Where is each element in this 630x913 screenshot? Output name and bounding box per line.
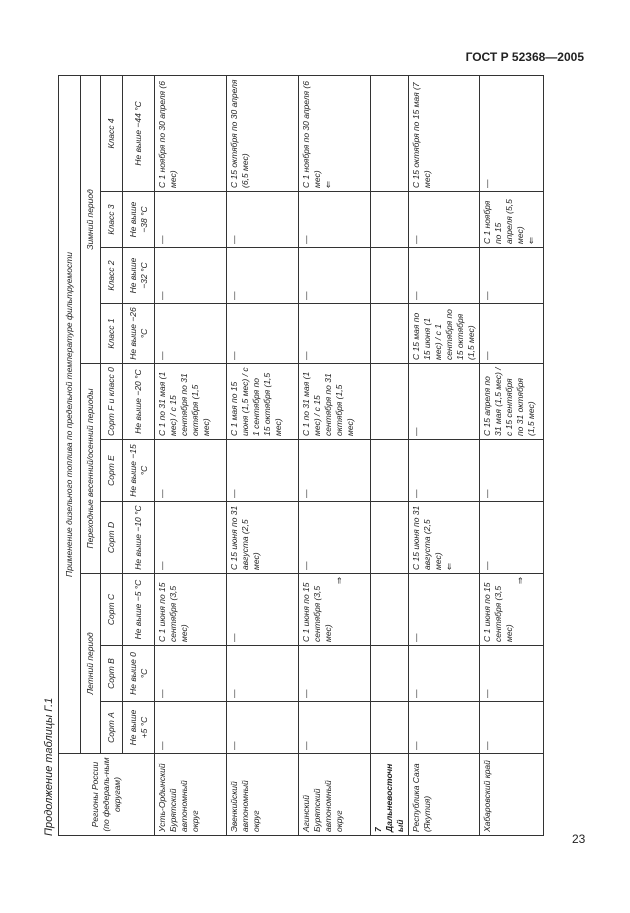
standard-header: ГОСТ Р 52368—2005 xyxy=(465,50,584,64)
temp-header: Не выше −20 °С xyxy=(123,364,155,440)
cell-k3: — xyxy=(299,192,371,248)
grade-header: Класс 1 xyxy=(101,304,123,364)
cell-k3: — xyxy=(155,192,227,248)
cell-e: — xyxy=(480,440,544,502)
arrow-right-icon: ⇒ xyxy=(515,577,525,585)
grade-header: Класс 2 xyxy=(101,248,123,304)
temp-header: Не выше −26 °С xyxy=(123,304,155,364)
cell-k2: — xyxy=(299,248,371,304)
cell-c: С 1 июня по 15 сентября (3,5 мес) ⇒ xyxy=(480,574,544,646)
cell-b: — xyxy=(409,646,480,702)
cell-b: — xyxy=(480,646,544,702)
cell-c: С 1 июня по 15 сентября (3,5 мес) xyxy=(155,574,227,646)
group-summer: Летний период xyxy=(81,574,101,754)
cell-k2: — xyxy=(155,248,227,304)
cell-f: — xyxy=(409,364,480,440)
page-number: 23 xyxy=(572,832,586,846)
cell-c: С 1 июня по 15 сентября (3,5 мес) ⇒ xyxy=(299,574,371,646)
temp-header: Не выше +5 °С xyxy=(123,702,155,754)
grade-header: Класс 3 xyxy=(101,192,123,248)
cell-k2: — xyxy=(227,248,299,304)
cell-a: — xyxy=(227,702,299,754)
cell-a: — xyxy=(409,702,480,754)
table-row xyxy=(155,75,227,835)
cell-k4: С 15 октября по 30 апреля (6,5 мес) xyxy=(227,75,299,191)
cell-k1: — xyxy=(227,304,299,364)
cell-k1: — xyxy=(155,304,227,364)
cell-d: — xyxy=(299,502,371,574)
region-cell: Хабаровский край xyxy=(480,754,544,836)
table-caption: Продолжение таблицы Г.1 xyxy=(43,697,55,836)
cell-k3: — xyxy=(227,192,299,248)
data-table xyxy=(58,75,544,836)
grade-header: Класс 4 xyxy=(101,75,123,191)
cell-f: С 1 по 31 мая (1 мес) / с 15 сентября по 31 октября (1,5 мес) xyxy=(299,364,371,440)
cell-b: — xyxy=(155,646,227,702)
cell-b: — xyxy=(227,646,299,702)
grade-header: Сорт E xyxy=(101,440,123,502)
cell-e: — xyxy=(409,440,480,502)
temps-row xyxy=(123,75,155,835)
cell-k4: — xyxy=(480,75,544,191)
grade-header: Сорт C xyxy=(101,574,123,646)
temp-header: Не выше −10 °С xyxy=(123,502,155,574)
cell-k4: С 15 октября по 15 мая (7 мес) xyxy=(409,75,480,191)
section-title: 7 Дальневосточный xyxy=(371,754,409,836)
cell-k4: С 1 ноября по 30 апреля (6 мес) ⇐ xyxy=(299,75,371,191)
cell-k1: — xyxy=(299,304,371,364)
cell-k1: С 15 мая по 15 июня (1 мес) / с 1 сентября по 15 октября (1,5 мес) xyxy=(409,304,480,364)
cell-k4: С 1 ноября по 30 апреля (6 мес) xyxy=(155,75,227,191)
cell-f: С 1 мая по 15 июня (1,5 мес) / с 1 сентября по 15 октября (1,5 мес) xyxy=(227,364,299,440)
grade-header: Сорт F и класс 0 xyxy=(101,364,123,440)
grades-row xyxy=(101,75,123,835)
cell-b: — xyxy=(299,646,371,702)
cell-f: С 1 по 31 мая (1 мес) / с 15 сентября по 31 октября (1,5 мес) xyxy=(155,364,227,440)
region-cell: Агинский Бурятский автономный округ xyxy=(299,754,371,836)
grade-header: Сорт A xyxy=(101,702,123,754)
arrow-left-icon: ⇐ xyxy=(323,180,333,188)
rotated-table-area xyxy=(40,76,576,836)
cell-d: — xyxy=(480,502,544,574)
temp-header: Не выше −15 °С xyxy=(123,440,155,502)
cell-a: — xyxy=(480,702,544,754)
cell-k1: — xyxy=(480,304,544,364)
cell-d: С 15 июня по 31 августа (2,5 мес) xyxy=(227,502,299,574)
region-header: Регионы России (по федераль-ным округам) xyxy=(59,754,155,836)
cell-f: С 15 апреля по 31 мая (1,5 мес) / с 15 сентября по 31 октября (1,5 мес) xyxy=(480,364,544,440)
temp-header: Не выше −32 °С xyxy=(123,248,155,304)
cell-e: — xyxy=(227,440,299,502)
region-cell: Усть-Ордынский Бурятский автономный округ xyxy=(155,754,227,836)
table-row xyxy=(299,75,371,835)
grade-header: Сорт D xyxy=(101,502,123,574)
region-cell: Эвенкийский автономный округ xyxy=(227,754,299,836)
group-winter: Зимний период xyxy=(81,75,101,363)
temp-header: Не выше 0 °С xyxy=(123,646,155,702)
arrow-left-icon: ⇐ xyxy=(526,236,536,244)
cell-k3: — xyxy=(409,192,480,248)
cell-d: С 15 июня по 31 августа (2,5 мес) ⇐ xyxy=(409,502,480,574)
arrow-left-icon: ⇐ xyxy=(444,562,454,570)
table-row xyxy=(227,75,299,835)
cell-a: — xyxy=(155,702,227,754)
cell-d: — xyxy=(155,502,227,574)
section-row xyxy=(371,75,409,835)
cell-k2: — xyxy=(409,248,480,304)
temp-header: Не выше −38 °С xyxy=(123,192,155,248)
main-header: Применение дизельного топлива по предельной температуре фильтруемости xyxy=(59,75,81,753)
cell-k3: С 1 ноября по 15 апреля (5,5 мес) ⇐ xyxy=(480,192,544,248)
cell-k2: — xyxy=(480,248,544,304)
temp-header: Не выше −44 °С xyxy=(123,75,155,191)
table-row xyxy=(409,75,480,835)
cell-e: — xyxy=(299,440,371,502)
region-cell: Республика Саха (Якутия) xyxy=(409,754,480,836)
cell-a: — xyxy=(299,702,371,754)
cell-e: — xyxy=(155,440,227,502)
table-row xyxy=(480,75,544,835)
group-transition: Переходные весенний/осенний периоды xyxy=(81,364,101,574)
cell-c: — xyxy=(409,574,480,646)
cell-c: — xyxy=(227,574,299,646)
grade-header: Сорт B xyxy=(101,646,123,702)
temp-header: Не выше −5 °С xyxy=(123,574,155,646)
arrow-right-icon: ⇒ xyxy=(334,577,344,585)
